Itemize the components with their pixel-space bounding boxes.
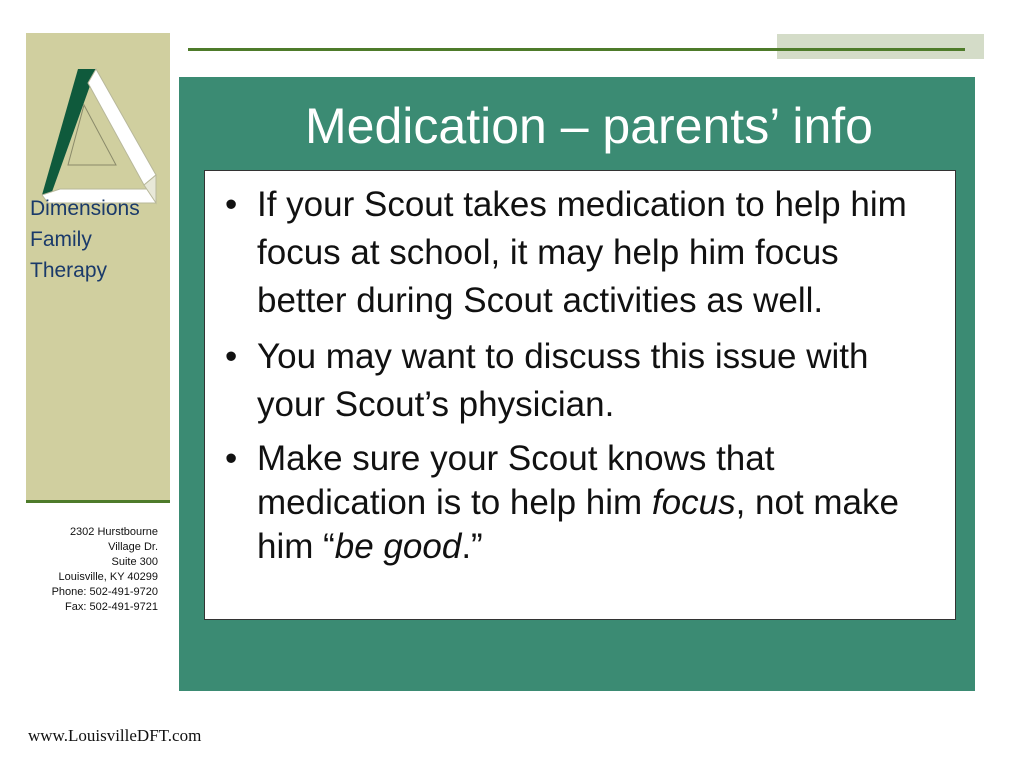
bullet-dot: • (225, 337, 238, 376)
bullet-text: You may want to discuss this issue with your Scout’s physician. (257, 337, 869, 424)
bullet-item (223, 437, 933, 569)
emphasis-be-good: be good (334, 527, 462, 566)
bullet-dot: • (225, 185, 238, 224)
website-link[interactable]: www.LouisvilleDFT.com (28, 726, 202, 745)
slide-title: Medication – parents’ info (305, 98, 873, 154)
bullet-text-part: , not make him “ (257, 483, 899, 566)
bullet-text (257, 439, 899, 566)
phone-line: Phone: 502-491-9720 (51, 586, 158, 598)
bullet-text-part: .” (461, 527, 483, 566)
bullet-item (223, 181, 933, 325)
bullet-text: If your Scout takes medication to help him focus at school, it may help him focus better during Scout activities as well. (257, 185, 907, 320)
bullet-text-part: Make sure your Scout knows that medication is to help him (257, 439, 775, 522)
org-name-line: Family (30, 228, 92, 251)
bullet-list (223, 181, 933, 577)
fax-line: Fax: 502-491-9721 (65, 601, 158, 613)
org-name-line: Therapy (30, 259, 108, 282)
content-box (204, 170, 956, 620)
address-line: Suite 300 (111, 556, 158, 568)
emphasis-focus: focus (651, 483, 736, 522)
org-name-line: Dimensions (30, 197, 140, 220)
organization-name (30, 193, 140, 286)
bullet-dot: • (225, 439, 238, 478)
bullet-item (223, 333, 933, 429)
top-accent-block (777, 34, 984, 59)
address-line: Louisville, KY 40299 (58, 571, 158, 583)
top-divider-line (188, 48, 965, 51)
address-block (26, 525, 158, 615)
sidebar (26, 33, 170, 503)
address-line: 2302 Hurstbourne (69, 526, 158, 538)
address-line: Village Dr. (108, 541, 158, 553)
triangle-logo-icon (40, 65, 160, 211)
